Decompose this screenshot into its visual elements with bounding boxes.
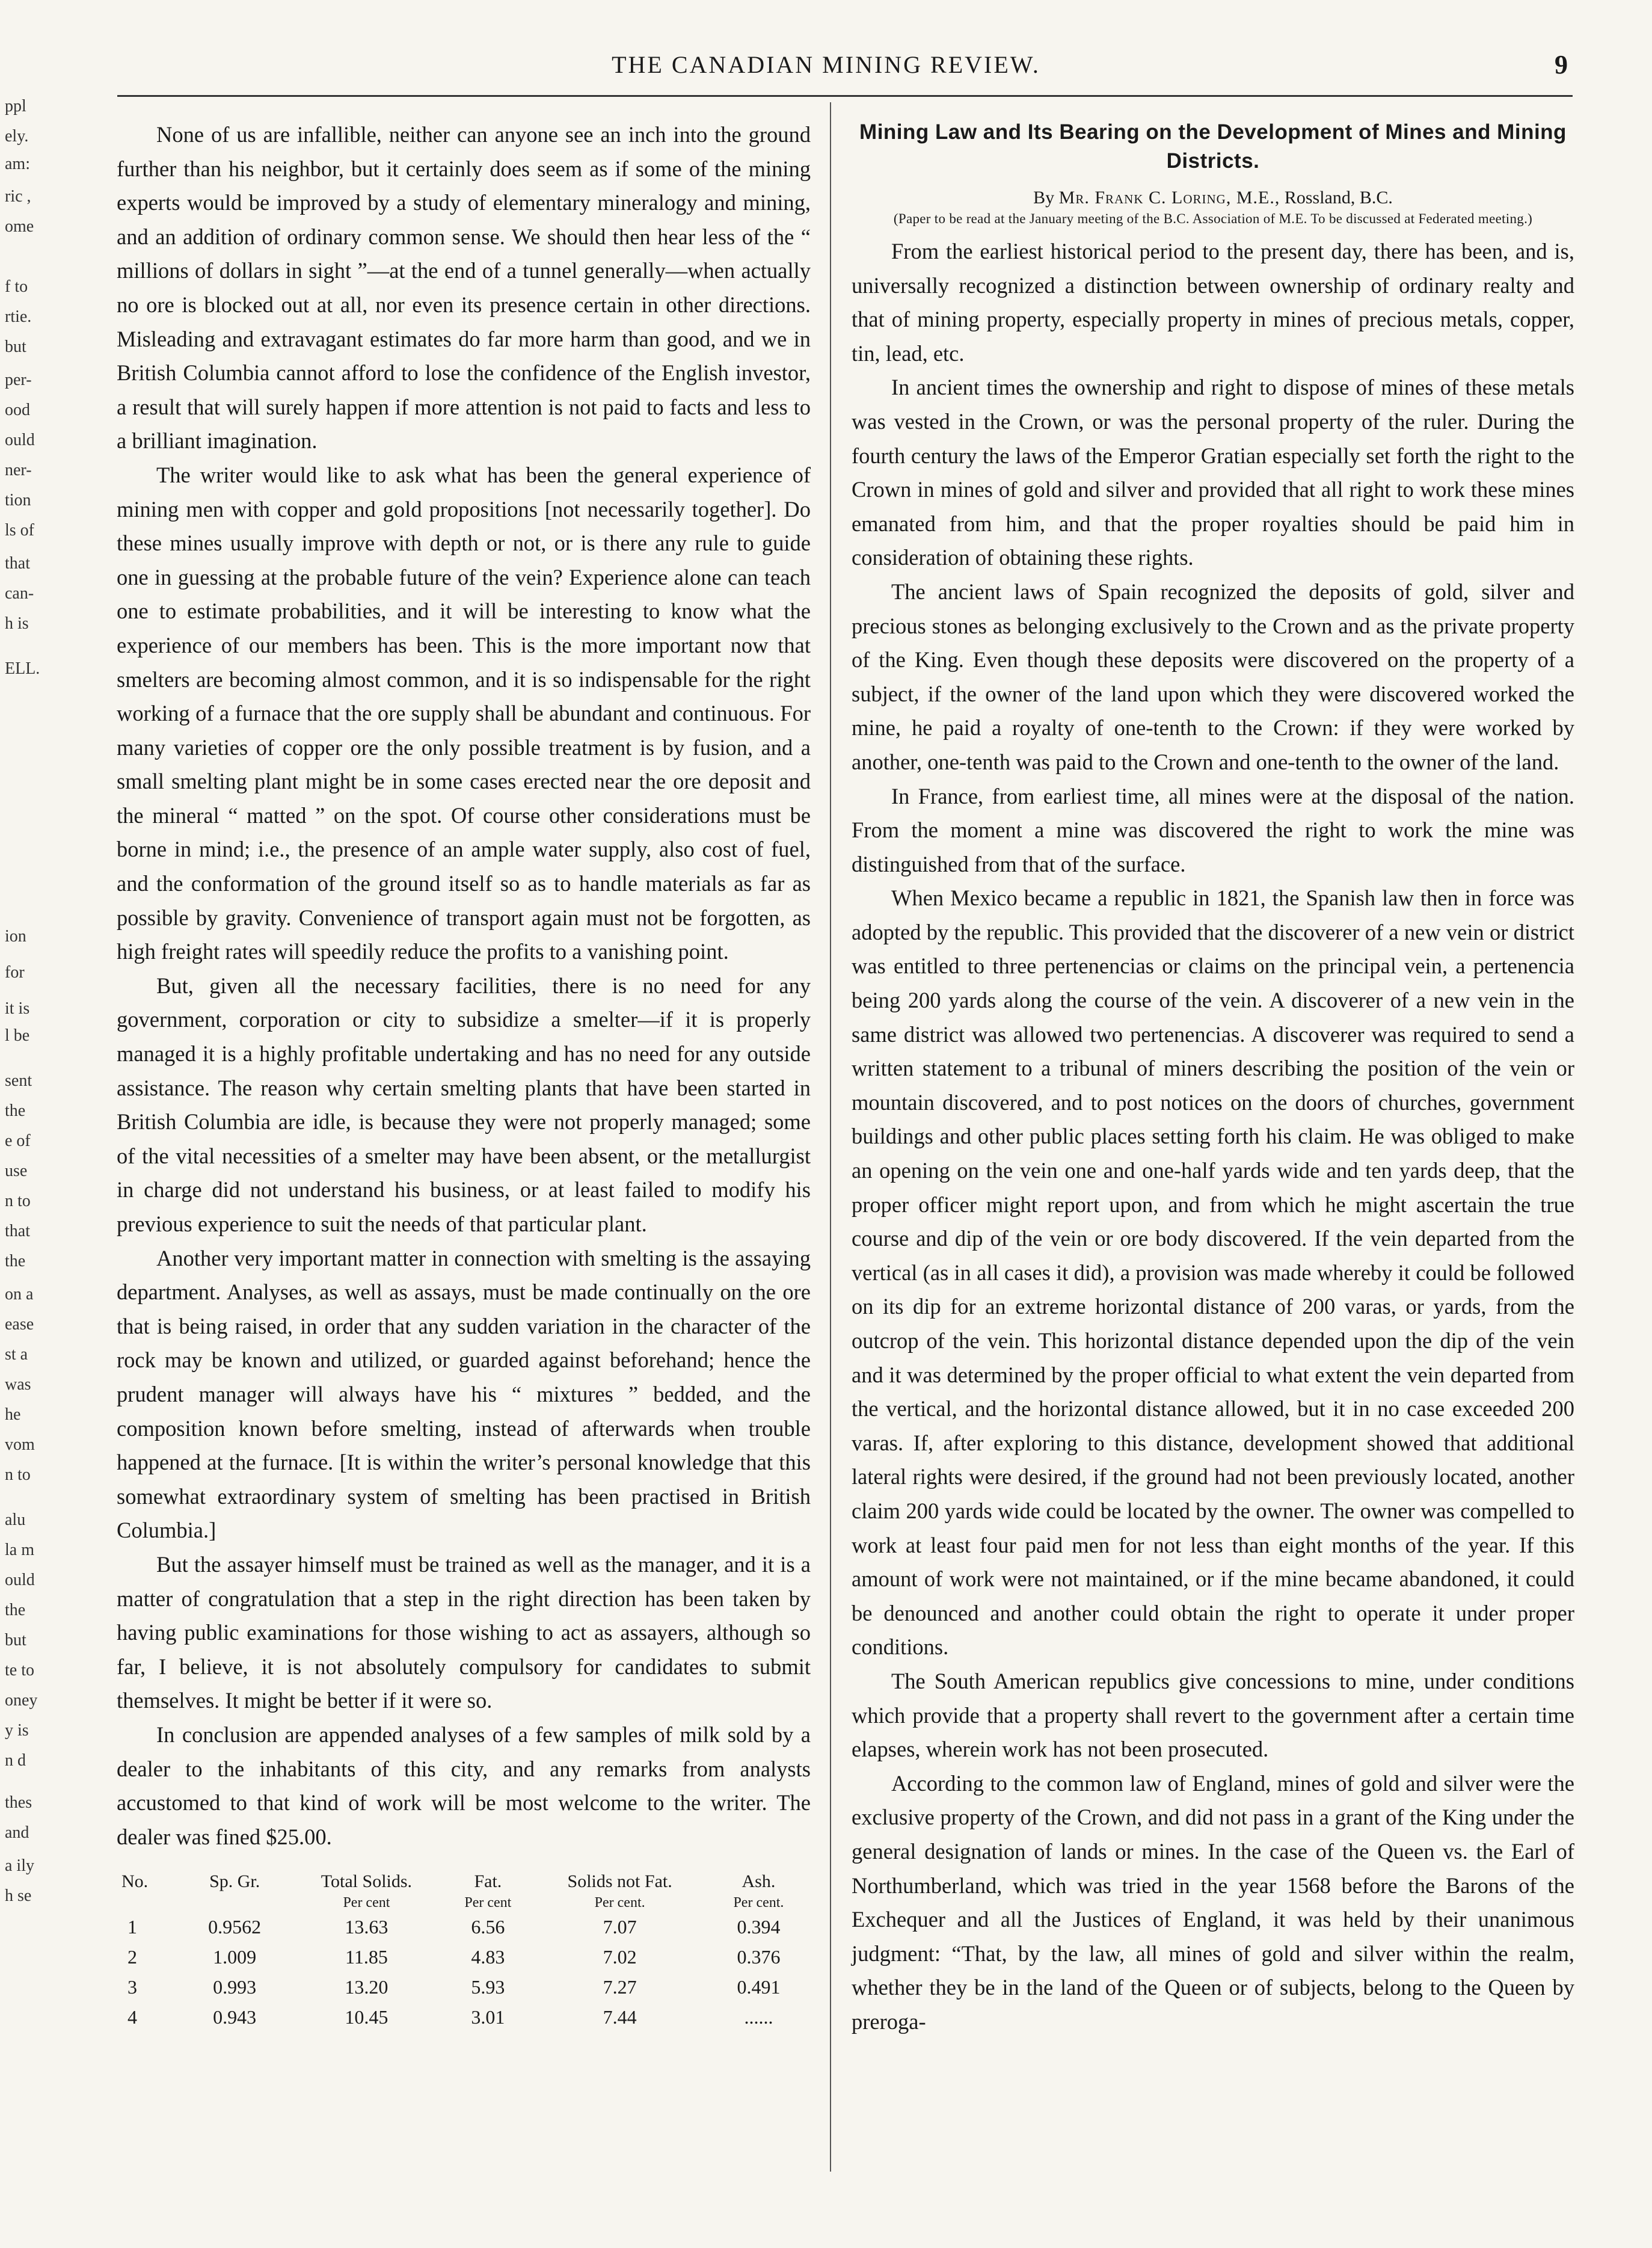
table-row [117,2002,811,2032]
column-subheader: Per cent [343,1895,390,1911]
margin-fragment: la m [5,1541,34,1559]
byline [852,185,1574,211]
margin-fragment: the [5,1252,26,1270]
margin-fragment: a ily [5,1856,34,1875]
table-cell: 7.27 [603,1976,637,1998]
margin-fragment: on a [5,1285,34,1304]
table-cell: 0.394 [737,1916,781,1938]
table-cell: 10.45 [345,2006,388,2028]
margin-fragment: ease [5,1315,34,1334]
table-row [117,1912,811,1942]
table-cell: 13.63 [345,1916,388,1938]
table-cell: 7.07 [603,1916,637,1938]
paragraph: The South American republics give concessions to mine, under conditions which provide that a property shall revert to the government after a certain time elapses, wherein work has not been prosecuted. [852,1668,1574,1762]
margin-fragment: ppl [5,97,26,115]
column-header: Solids not Fat. [567,1871,672,1892]
table-cell: 0.376 [737,1946,781,1968]
page-number: 9 [1555,50,1568,79]
right-column [852,118,1574,2039]
table-cell: 0.9562 [208,1916,262,1938]
margin-fragment: ould [5,431,35,449]
margin-fragment: was [5,1375,31,1394]
paragraph: In ancient times the ownership and right to dispose of mines of these metals was vested in the Crown, or was the personal property of the ruler. During the fourth century the laws of the Emperor Gratian especially set forth the right to the Crown in mines of gold and silver and provided that all right to work these mines emanated from him, and that the proper royalties should be paid him in consideration of obtaining these rights. [852,375,1574,570]
paragraph: But, given all the necessary facilities, there is no need for any government, corporation or city to subsidize a smelter—if it is properly managed it is a highly profitable undertaking and has no need for any outside assistance. The reason why certain smelting plants that have been started in British Columbia are idle, is because they were not properly managed; some of the vital necessities of a smelter may have been absent, or the metallurgist in charge did not understand his business, or at least failed to modify his previous experience to suit the needs of that particular plant. [117,973,811,1236]
margin-fragment: ome [5,217,34,236]
margin-fragment: alu [5,1510,26,1529]
column-header: Ash. [742,1871,776,1892]
author-place: Rossland, B.C. [1284,188,1393,208]
margin-fragment: e of [5,1132,31,1150]
margin-fragment: y is [5,1721,29,1740]
table-cell: 5.93 [471,1976,505,1998]
running-header [0,47,1652,89]
margin-fragment: can- [5,584,34,603]
margin-fragment: that [5,1222,30,1240]
table-cell: 1.009 [213,1946,257,1968]
column-header: Sp. Gr. [209,1871,260,1892]
table-cell: ...... [744,2006,773,2028]
margin-fragment: ion [5,927,26,946]
margin-fragment: f to [5,277,28,296]
margin-fragment: am: [5,155,30,173]
left-column [117,118,811,2032]
table-cell: 4.83 [471,1946,505,1968]
table-cell: 6.56 [471,1916,505,1938]
margin-fragment: but [5,337,26,356]
paper-note: (Paper to be read at the January meeting of the B.C. Association of M.E. To be discussed at Federated meeting.) [893,211,1533,226]
margin-fragment: for [5,963,25,982]
table-cell: 4 [127,2006,137,2028]
margin-fragment: the [5,1101,26,1120]
table-row [117,1972,811,2002]
column-subheader [179,1894,290,1912]
paragraph: From the earliest historical period to the present day, there has been, and is, universally recognized a distinction between ownership of ordinary realty and that of mining property, especially property in mines of precious metals, copper, tin, lead, etc. [852,239,1574,366]
margin-fragment: use [5,1162,28,1180]
margin-fragment: n d [5,1751,26,1770]
margin-fragment: ric , [5,187,31,206]
margin-fragment: te to [5,1661,34,1680]
margin-fragment: ely. [5,127,29,146]
paragraph: In France, from earliest time, all mines were at the disposal of the nation. From the moment a mine was discovered the right to work the mine was distinguished from that of the surface. [852,783,1574,876]
paragraph: The ancient laws of Spain recognized the deposits of gold, silver and precious stones as belonging exclusively to the Crown and as the private property of the King. Even though these deposits were discovered on the property of a subject, if the owner of the land upon which they were discovered worked the mine, he paid a royalty of one-tenth to the Crown: if they were worked by another, one-tenth was paid to the Crown and one-tenth to the owner of the land. [852,579,1574,774]
margin-fragment: ls of [5,521,34,540]
margin-fragment: ood [5,401,30,419]
margin-fragment: rtie. [5,307,32,326]
table-cell: 2 [127,1946,137,1968]
margin-fragment: he [5,1405,21,1424]
table-subheader-row [117,1894,811,1912]
column-subheader: Per cent. [733,1895,784,1911]
column-subheader: Per cent [464,1895,512,1911]
margin-fragment: h is [5,614,29,633]
margin-fragment: the [5,1601,26,1619]
paragraph: Another very important matter in connection with smelting is the assaying department. Analyses, as well as assays, must be made continually on the ore that is being raised, in order that any sudden variation in the character of the rock may be known and utilized, or guarded against beforehand; hence the prudent manager will always have his “ mixtures ” bedded, and the composition known before smelting, instead of afterwards when trouble happened at the furnace. [It is within the writer’s personal knowledge that this somewhat extraordinary system of smelting has been practised in British Columbia.] [117,1245,811,1543]
margin-fragment: thes [5,1793,32,1812]
table-cell: 3 [127,1976,137,1998]
author-name: Mr. Frank C. Loring, M.E., [1058,188,1280,208]
table-cell: 0.491 [737,1976,781,1998]
margin-fragment: ould [5,1571,35,1589]
margin-fragment: ELL. [5,659,40,678]
margin-fragment: sent [5,1071,32,1090]
table-cell: 7.02 [603,1946,637,1968]
table-cell: 0.993 [213,1976,257,1998]
column-header: Total Solids. [321,1871,413,1892]
margin-fragment: it is [5,999,30,1018]
publication-title: THE CANADIAN MINING REVIEW. [612,51,1040,78]
margin-fragment: h se [5,1886,32,1905]
table-cell: 11.85 [345,1946,388,1968]
margin-fragment: vom [5,1435,35,1454]
column-header: Fat. [474,1871,502,1892]
table-row [117,1942,811,1972]
table-cell: 3.01 [471,2006,505,2028]
table-cell: 0.943 [213,2006,257,2028]
margin-fragment: ner- [5,461,32,479]
margin-fragment: l be [5,1026,30,1045]
margin-fragment: and [5,1823,29,1842]
margin-fragment: that [5,554,30,573]
margin-fragment: n to [5,1192,31,1210]
margin-fragment: per- [5,371,32,389]
header-rule [117,95,1573,97]
paragraph: None of us are infallible, neither can anyone see an inch into the ground further than his neighbor, but it certainly does seem as if some of the mining experts would be improved by a study of elementary mineralogy and mining, and an addition of ordinary common sense. We should then hear less of the “ millions of dollars in sight ”—at the end of a tunnel generally—when actually no ore is blocked out at all, nor even its presence certain in other directions. Misleading and extravagant estimates do far more harm than good, and we in British Columbia cannot afford to lose the confidence of the English investor, a result that will surely happen if more attention is not paid to facts and less to a brilliant imagination. [117,122,811,454]
margin-fragment: st a [5,1345,28,1364]
margin-fragment: tion [5,491,31,510]
column-subheader [117,1894,179,1912]
column-subheader: Per cent. [594,1895,645,1911]
table-cell: 13.20 [345,1976,388,1998]
paragraph: In conclusion are appended analyses of a few samples of milk sold by a dealer to the inhabitants of this city, and any remarks from analysts accustomed to that kind of work will be most welcome to the writer. The dealer was fined $25.00. [117,1722,811,1849]
column-divider [830,102,831,2172]
byline-prefix: By [1033,188,1055,208]
margin-fragment: n to [5,1465,31,1484]
margin-fragment: oney [5,1691,38,1710]
table-cell: 7.44 [603,2006,637,2028]
paragraph: But the assayer himself must be trained as well as the manager, and it is a matter of congratulation that a step in the right direction has been taken by having public examinations for those wishing to act as assayers, although so far, I believe, it is not absolutely compulsory for candidates to submit themselves. It might be better if it were so. [117,1551,811,1713]
table-header-row [117,1870,811,1894]
milk-analysis-table [117,1870,811,2032]
table-cell: 1 [127,1916,137,1938]
margin-fragment: but [5,1631,26,1649]
column-header: No. [121,1871,149,1892]
left-margin-fragments [0,96,72,2142]
paragraph: When Mexico became a republic in 1821, the Spanish law then in force was adopted by the republic. This provided that the discoverer of a new vein or district was entitled to three pertenencias or claims on the principal vein, a pertenencia being 200 yards along the course of the vein. A discoverer of a new vein in the same district was allowed two pertenencias. A discoverer was required to send a written statement to a tribunal of miners describing the position of the vein or mountain discovered, and to post notices on the doors of churches, government buildings and other public places setting forth his claim. He was obliged to make an opening on the vein one and one-half yards wide and ten yards deep, that the proper officer might report upon, and from which he might ascertain the true course and dip of the vein or ore body discovered. If the vein departed from the vertical (as in all cases it did), a provision was made whereby it could be followed on its dip for an extreme horizontal distance of 200 varas, or yards, from the outcrop of the vein. This horizontal distance depended upon the dip of the vein and it was determined by the proper official to what extent the vein departed from the vertical, and the horizontal distance allowed, but it in no case exceeded 200 varas. If, after exploring to this distance, development showed that additional lateral rights were desired, if the ground had not been previously located, another claim 200 yards wide could be located by the owner. The owner was compelled to work at least four paid men for not less than eight months of the year. If this amount of work were not maintained, or if the mine became abandoned, it could be denounced and another could obtain the right to operate it under proper conditions. [852,885,1574,1660]
article-title: Mining Law and Its Bearing on the Development of Mines and Mining Districts. [859,120,1567,173]
paragraph: According to the common law of England, mines of gold and silver were the exclusive property of the Crown, and did not pass in a grant of the King under the general designation of lands or mines. In the case of the Queen vs. the Earl of Northumberland, which was tried in the year 1568 before the Barons of the Exchequer and all the Justices of England, it was held by their unanimous judgment: “That, by the law, all mines of gold and silver within the realm, whether they be in the land of the Queen or of subjects, belong to the Queen by preroga- [852,1770,1574,2034]
paragraph: The writer would like to ask what has been the general experience of mining men with copper and gold propositions [not necessarily together]. Do these mines usually improve with depth or not, or is there any rule to guide one in guessing at the probable future of the vein? Experience alone can teach one to estimate probabilities, and it will be interesting to know what the experience of our members has been. This is the more important now that smelters are becoming almost common, and it is so indispensable for the right working of a furnace that the ore supply shall be abundant and continuous. For many varieties of copper ore the only possible treatment is by fusion, and a small smelting plant might be in some cases erected near the ore deposit and the mineral “ matted ” on the spot. Of course other considerations must be borne in mind; i.e., the presence of an ample water supply, also cost of fuel, and the conformation of the ground itself so as to handle materials as far as possible by gravity. Convenience of transport again must not be forgotten, as high freight rates will speedily reduce the profits to a vanishing point. [117,462,811,964]
